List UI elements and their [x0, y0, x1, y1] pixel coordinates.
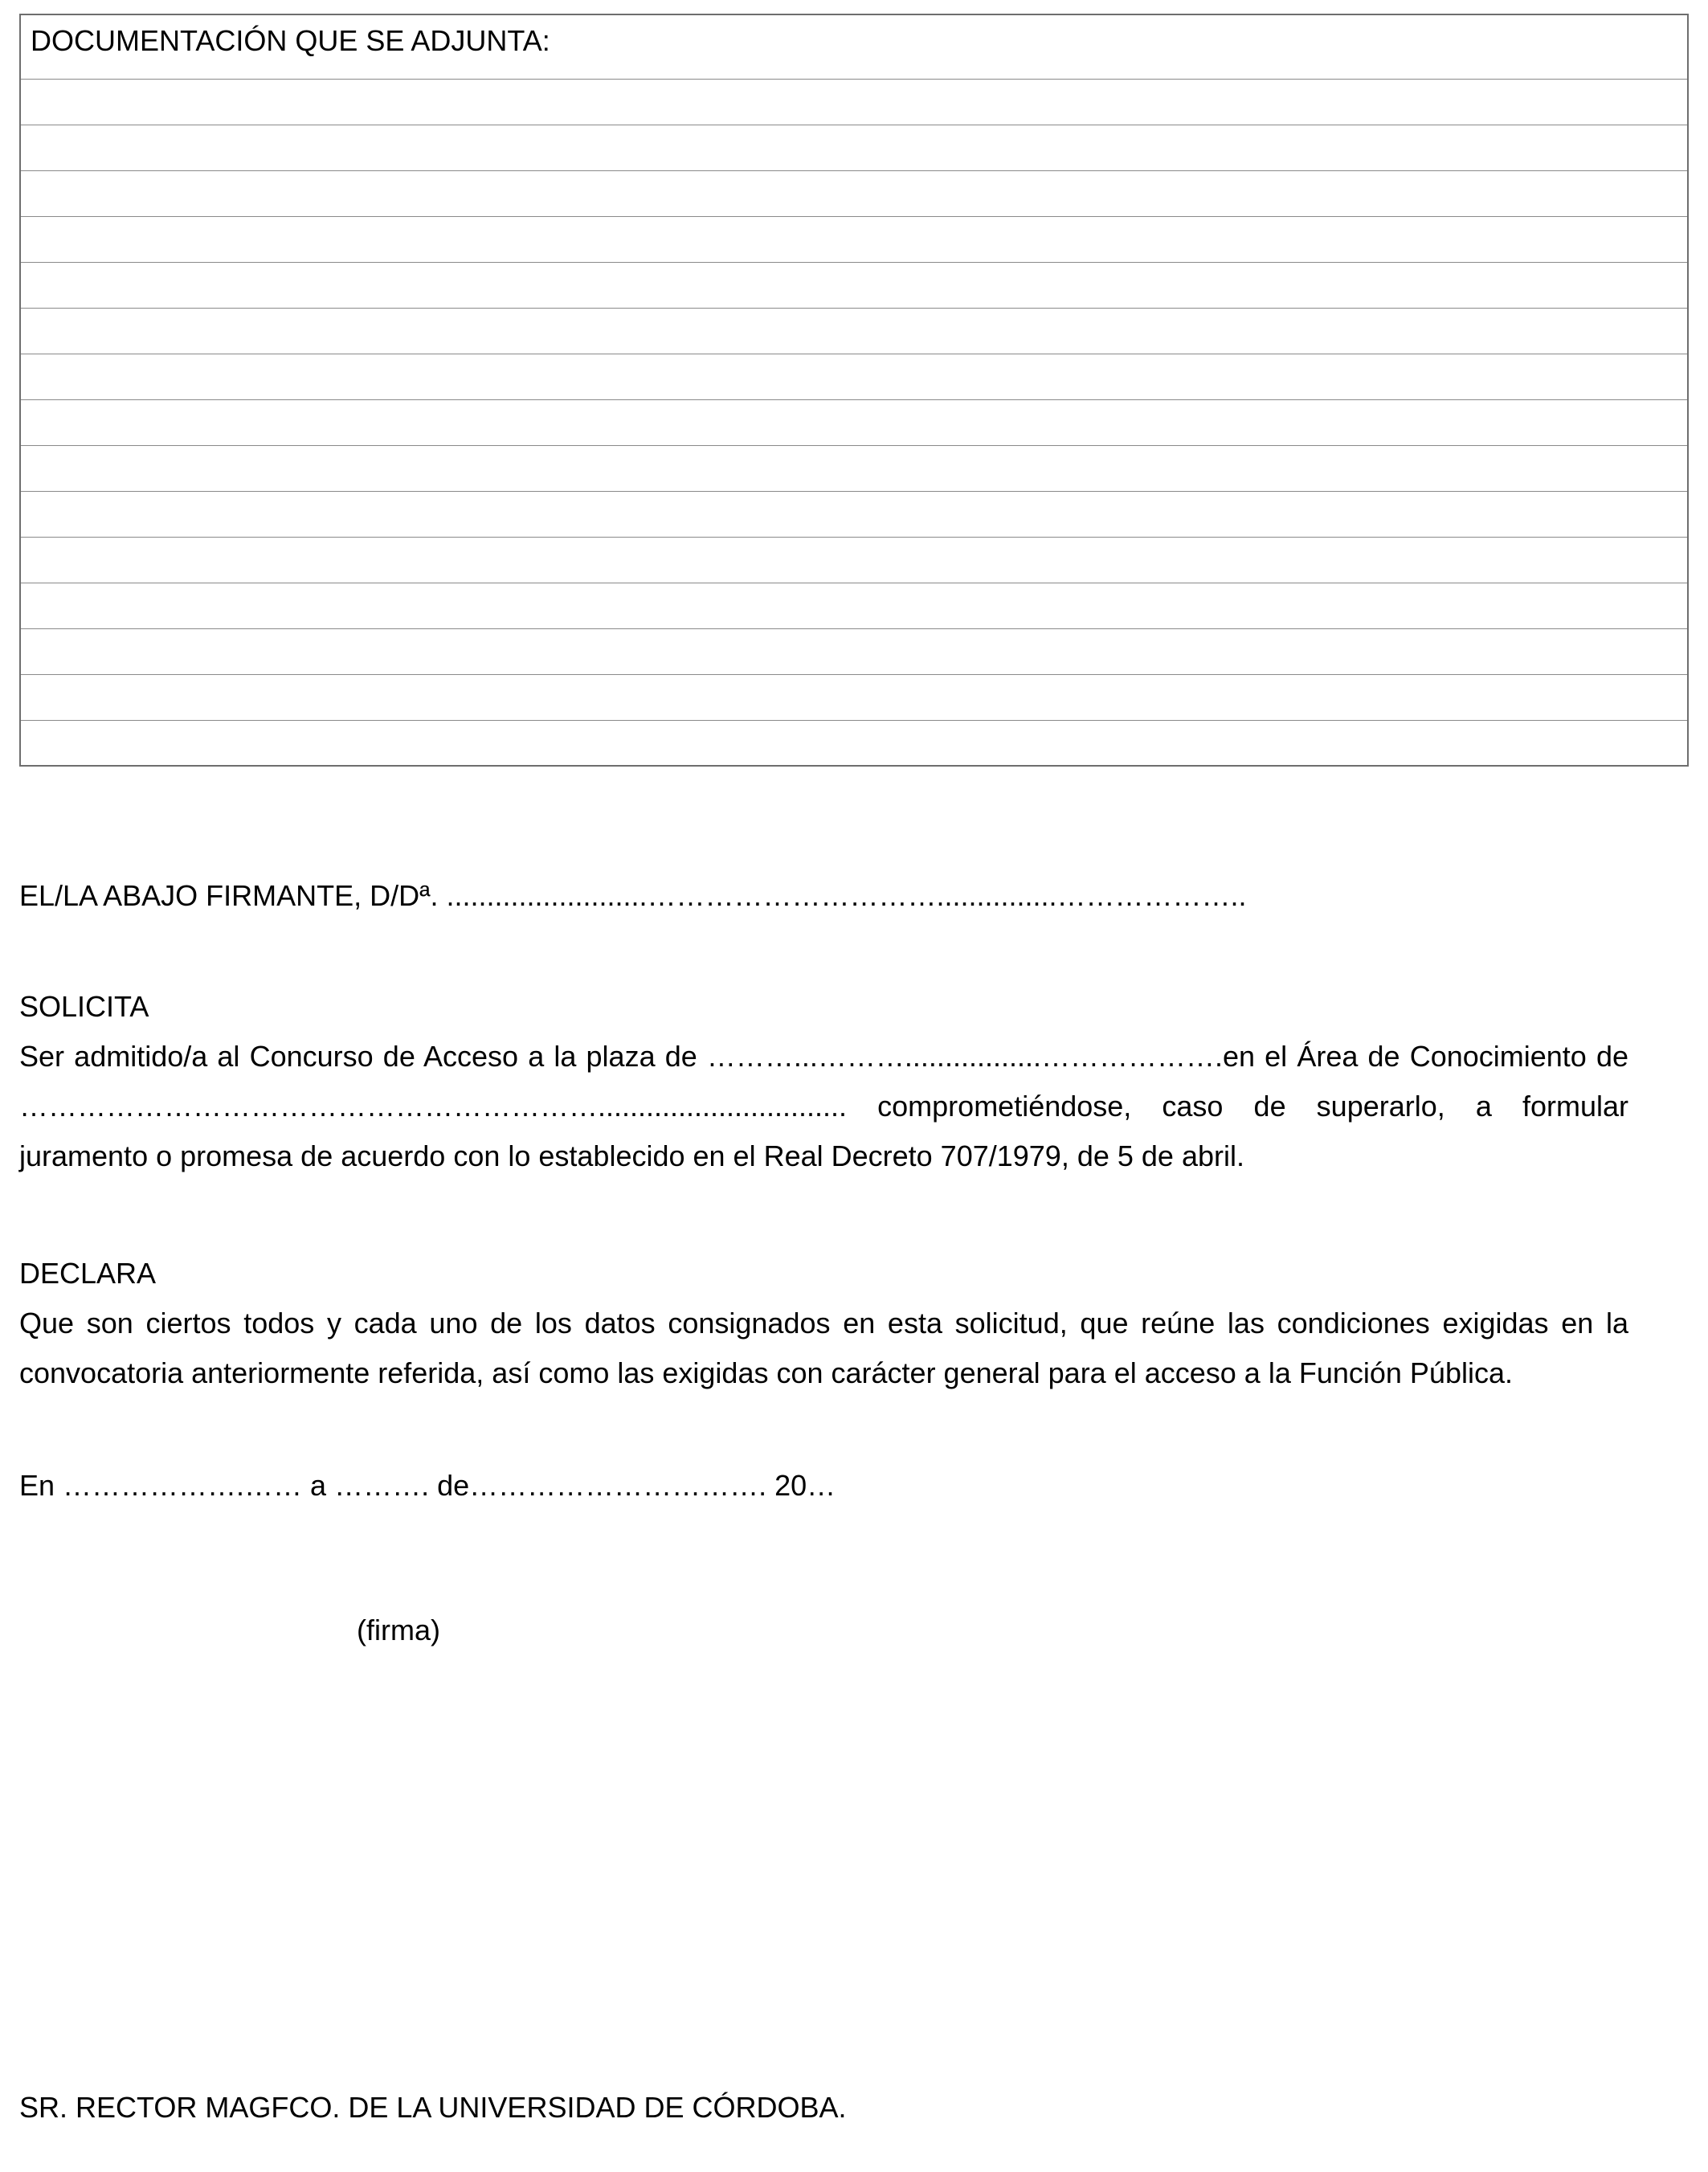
- signature-label: (firma): [357, 1614, 440, 1646]
- table-header-row: [20, 14, 1688, 79]
- table-empty-row: [20, 125, 1688, 170]
- table-empty-cell: [20, 720, 1688, 766]
- table-empty-row: [20, 537, 1688, 583]
- solicita-body: Ser admitido/a al Concurso de Acceso a la plaza de ………...……….................……………….en el Área de Conocimiento de ……………………………………………………............................... comprometiéndose, caso de superarlo, a formular juramento o promesa de acuerdo con lo establecido en el Real Decreto 707/1979, de 5 de abril.: [19, 1040, 1628, 1172]
- table-empty-cell: [20, 491, 1688, 537]
- table-empty-cell: [20, 262, 1688, 308]
- table-empty-row: [20, 628, 1688, 674]
- table-empty-row: [20, 216, 1688, 262]
- table-empty-row: [20, 354, 1688, 399]
- declara-body: Que son ciertos todos y cada uno de los datos consignados en esta solicitud, que reúne las condiciones exigidas en la convocatoria anteriormente referida, así como las exigidas con carácter general para el acceso a la Función Pública.: [19, 1307, 1628, 1389]
- table-empty-row: [20, 399, 1688, 445]
- table-empty-cell: [20, 125, 1688, 170]
- table-empty-row: [20, 583, 1688, 628]
- table-empty-row: [20, 170, 1688, 216]
- table-empty-cell: [20, 170, 1688, 216]
- table-empty-row: [20, 445, 1688, 491]
- table-empty-cell: [20, 399, 1688, 445]
- solicita-heading: SOLICITA: [19, 990, 149, 1023]
- table-empty-row: [20, 262, 1688, 308]
- table-empty-row: [20, 308, 1688, 354]
- signer-line: EL/LA ABAJO FIRMANTE, D/Dª. .........................…………………………...............………………..: [19, 879, 1247, 912]
- date-line: En ……………….…… a ………. de…………………………. 20…: [19, 1469, 836, 1502]
- table-empty-row: [20, 720, 1688, 766]
- addressee-line: SR. RECTOR MAGFCO. DE LA UNIVERSIDAD DE CÓRDOBA.: [19, 2091, 847, 2124]
- attached-documents-table: [19, 14, 1689, 767]
- table-header-label: DOCUMENTACIÓN QUE SE ADJUNTA:: [20, 14, 1688, 79]
- table-empty-cell: [20, 79, 1688, 125]
- attached-documents-rows: [20, 79, 1688, 766]
- table-empty-cell: [20, 354, 1688, 399]
- table-empty-cell: [20, 674, 1688, 720]
- table-empty-cell: [20, 583, 1688, 628]
- table-empty-cell: [20, 216, 1688, 262]
- declara-heading: DECLARA: [19, 1257, 157, 1290]
- table-empty-row: [20, 79, 1688, 125]
- table-empty-cell: [20, 445, 1688, 491]
- table-empty-cell: [20, 537, 1688, 583]
- table-empty-row: [20, 674, 1688, 720]
- table-empty-cell: [20, 308, 1688, 354]
- table-empty-row: [20, 491, 1688, 537]
- table-empty-cell: [20, 628, 1688, 674]
